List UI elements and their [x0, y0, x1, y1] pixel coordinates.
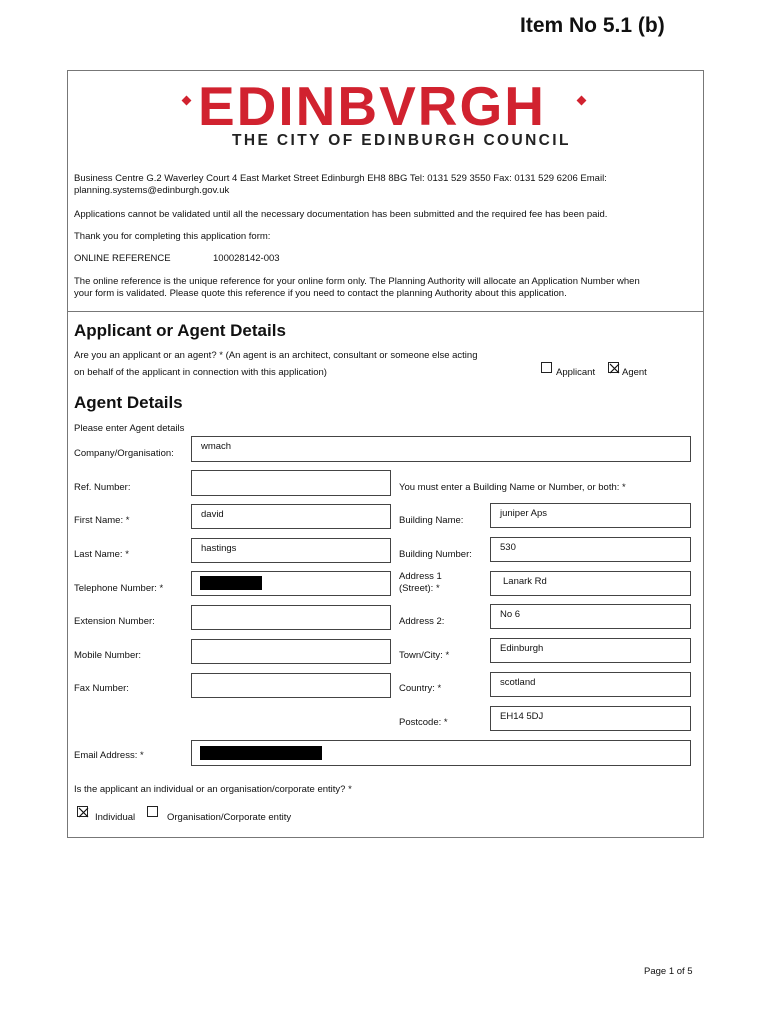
building-name-field[interactable]: juniper Aps — [490, 503, 691, 528]
thanks-text: Thank you for completing this application form: — [74, 231, 271, 242]
individual-checkbox[interactable] — [77, 806, 88, 817]
organisation-option-label: Organisation/Corporate entity — [167, 812, 292, 823]
building-name-label: Building Name: — [399, 515, 464, 526]
fax-label: Fax Number: — [74, 683, 129, 694]
individual-option-label: Individual — [95, 812, 136, 823]
contact-address: Business Centre G.2 Waverley Court 4 East Market Street Edinburgh EH8 8BG Tel: 0131 529 3550 Fax: 0131 529 6206 Email: — [74, 173, 607, 184]
ref-number-label: Ref. Number: — [74, 482, 131, 493]
applicant-option-label: Applicant — [556, 367, 596, 378]
section-title-applicant-agent: Applicant or Agent Details — [74, 321, 286, 340]
telephone-label: Telephone Number: * — [74, 583, 164, 594]
last-name-field[interactable]: hastings — [191, 538, 391, 563]
checkmark-x-icon — [609, 363, 620, 374]
section-title-agent-details: Agent Details — [74, 393, 183, 412]
online-reference-label: ONLINE REFERENCE — [74, 253, 171, 264]
company-field[interactable]: wmach — [191, 436, 691, 462]
item-number: Item No 5.1 (b) — [520, 14, 665, 37]
redaction-block — [200, 746, 322, 760]
country-label: Country: * — [399, 683, 442, 694]
last-name-label: Last Name: * — [74, 549, 129, 560]
building-note: You must enter a Building Name or Number, or both: * — [399, 482, 626, 493]
applicant-agent-question: Are you an applicant or an agent? * (An agent is an architect, consultant or someone else acting — [74, 350, 478, 361]
agent-checkbox[interactable] — [608, 362, 619, 373]
applicant-agent-question-cont: on behalf of the applicant in connection with this application) — [74, 367, 327, 378]
organisation-checkbox[interactable] — [147, 806, 158, 817]
address2-label: Address 2: — [399, 616, 445, 627]
agent-option-label: Agent — [622, 367, 647, 378]
agent-instruction: Please enter Agent details — [74, 423, 185, 434]
online-reference-value: 100028142-003 — [213, 253, 280, 264]
council-logo-subtitle: THE CITY OF EDINBURGH COUNCIL — [232, 132, 571, 149]
contact-email: planning.systems@edinburgh.gov.uk — [74, 185, 230, 196]
town-field[interactable]: Edinburgh — [490, 638, 691, 663]
first-name-field[interactable]: david — [191, 504, 391, 529]
fax-field[interactable] — [191, 673, 391, 698]
reference-note: The online reference is the unique reference for your online form only. The Planning Authority will allocate an Application Number when — [74, 276, 640, 287]
building-number-field[interactable]: 530 — [490, 537, 691, 562]
extension-field[interactable] — [191, 605, 391, 630]
extension-label: Extension Number: — [74, 616, 155, 627]
checkmark-x-icon — [78, 807, 89, 818]
address2-field[interactable]: No 6 — [490, 604, 691, 629]
address1-label: Address 1 — [399, 571, 442, 582]
postcode-label: Postcode: * — [399, 717, 448, 728]
building-number-label: Building Number: — [399, 549, 472, 560]
company-label: Company/Organisation: — [74, 448, 174, 459]
redaction-block — [200, 576, 262, 590]
ref-number-field[interactable] — [191, 470, 391, 496]
address1-field[interactable]: Lanark Rd — [490, 571, 691, 596]
country-field[interactable]: scotland — [490, 672, 691, 697]
address1-label-cont: (Street): * — [399, 583, 440, 594]
mobile-label: Mobile Number: — [74, 650, 142, 661]
first-name-label: First Name: * — [74, 515, 130, 526]
town-label: Town/City: * — [399, 650, 450, 661]
page-number: Page 1 of 5 — [644, 966, 693, 977]
applicant-checkbox[interactable] — [541, 362, 552, 373]
mobile-field[interactable] — [191, 639, 391, 664]
validation-note: Applications cannot be validated until all the necessary documentation has been submitted and the required fee has been paid. — [74, 209, 608, 220]
council-logo-wordmark: EDINBVRGH — [198, 75, 547, 137]
entity-question: Is the applicant an individual or an organisation/corporate entity? * — [74, 784, 352, 795]
reference-note-cont: your form is validated. Please quote this reference if you need to contact the planning Authority about this application. — [74, 288, 567, 299]
email-label: Email Address: * — [74, 750, 144, 761]
postcode-field[interactable]: EH14 5DJ — [490, 706, 691, 731]
